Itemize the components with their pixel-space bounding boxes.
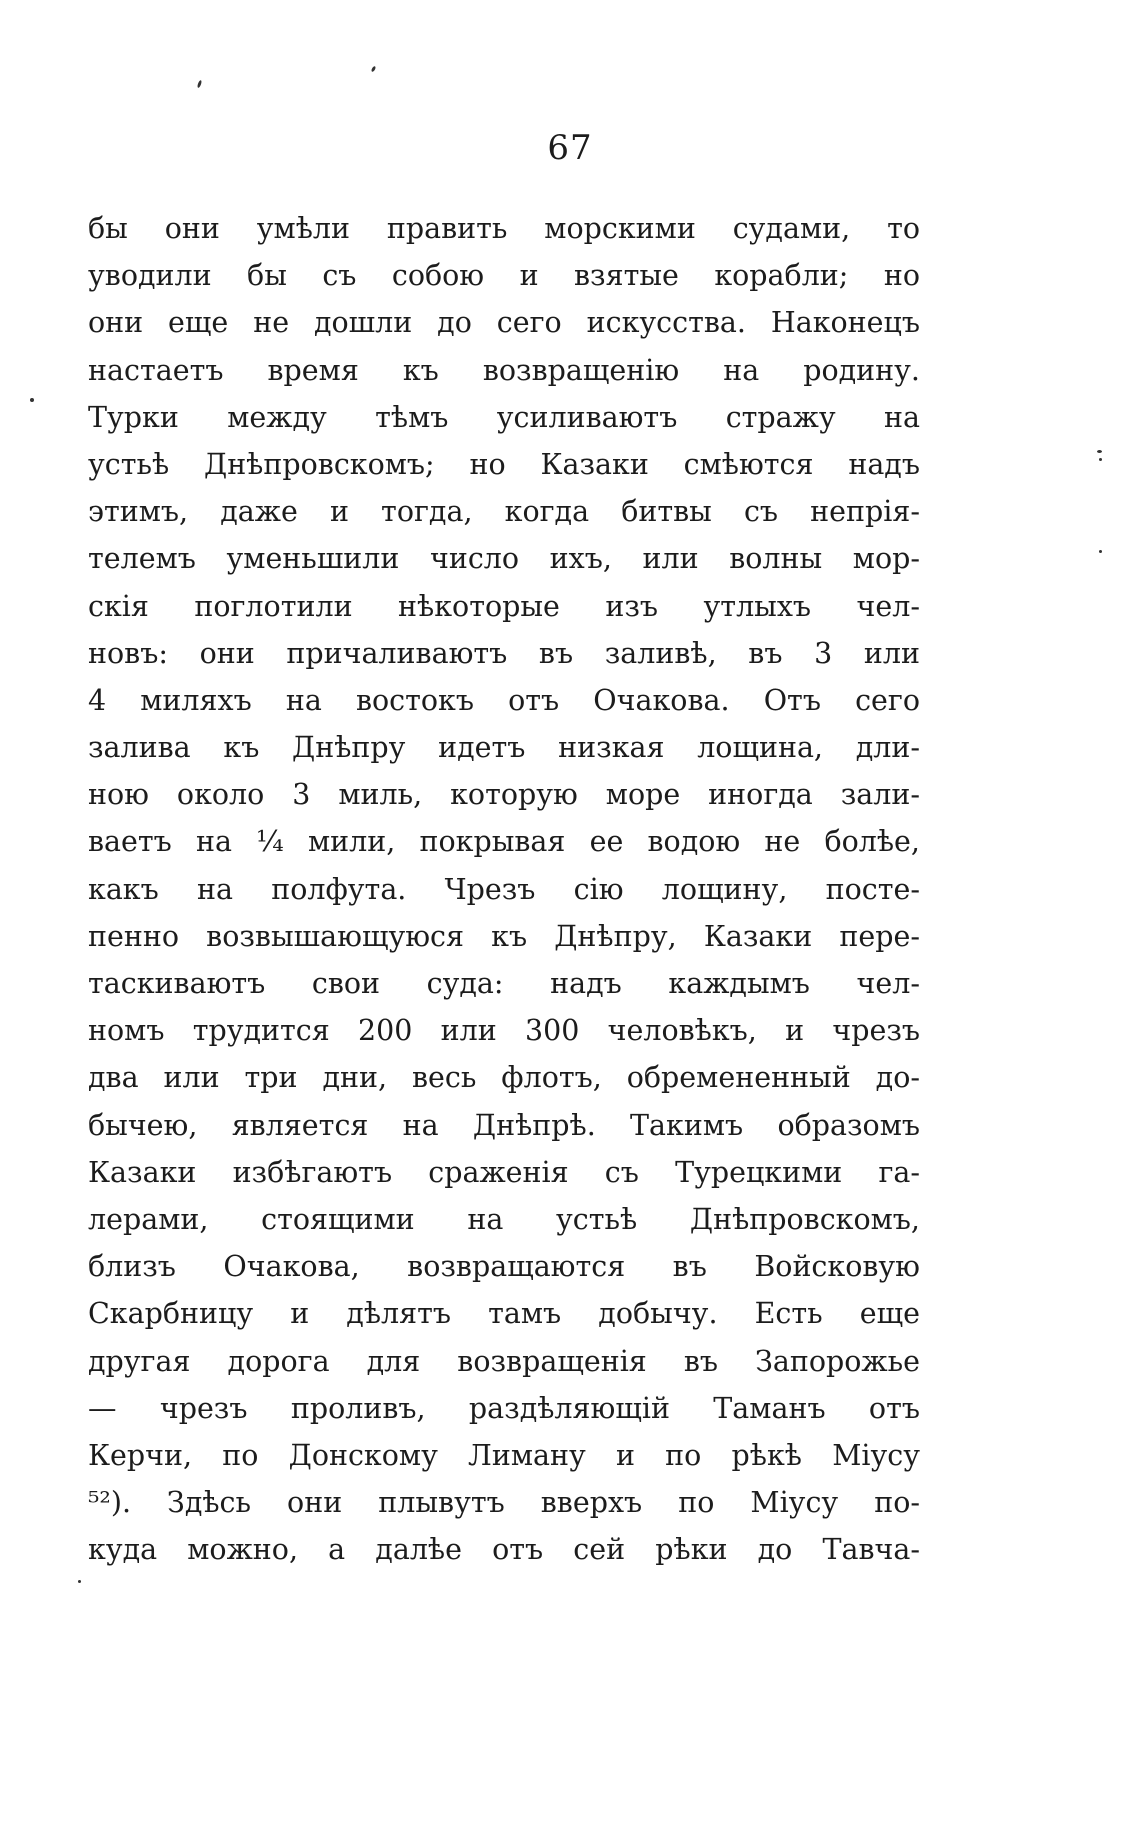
text-line: Турки между тѣмъ усиливаютъ стражу на [88, 400, 920, 434]
text-line: Керчи, по Донскому Лиману и по рѣкѣ Міусу [88, 1438, 920, 1472]
text-line: ною около 3 миль, которую море иногда зали- [88, 778, 920, 812]
text-line: Скарбницу и дѣлятъ тамъ добычу. Есть еще [88, 1297, 920, 1331]
text-line: уводили бы съ собою и взятые корабли; но [88, 259, 920, 293]
text-line: бы они умѣли править морскими судами, то [88, 212, 920, 245]
text-line: номъ трудится 200 или 300 человѣкъ, и чрезъ [88, 1014, 920, 1048]
text-line: они еще не дошли до сего искусства. Наконецъ [88, 306, 920, 340]
print-speck [197, 80, 203, 89]
text-line: 4 миляхъ на востокъ отъ Очакова. Отъ сего [88, 683, 920, 717]
text-line: залива къ Днѣпру идетъ низкая лощина, дли- [88, 731, 920, 765]
text-line: пенно возвышающуюся къ Днѣпру, Казаки пере- [88, 919, 920, 953]
print-speck [1099, 458, 1102, 461]
print-speck [371, 66, 377, 73]
text-line: скія поглотили нѣкоторые изъ утлыхъ чел- [88, 589, 920, 623]
print-speck [78, 1580, 81, 1583]
text-line: настаетъ время къ возвращенію на родину. [88, 353, 920, 387]
text-line: устьѣ Днѣпровскомъ; но Казаки смѣются надъ [88, 447, 920, 481]
text-line: — чрезъ проливъ, раздѣляющій Таманъ отъ [88, 1391, 920, 1425]
text-line: куда можно, а далѣе отъ сей рѣки до Тавча- [88, 1533, 920, 1567]
text-line: телемъ уменьшили число ихъ, или волны мор- [88, 542, 920, 576]
text-line: бычею, является на Днѣпрѣ. Такимъ образомъ [88, 1108, 920, 1142]
print-speck [30, 398, 34, 402]
text-line: Казаки избѣгаютъ сраженія съ Турецкими га- [88, 1155, 920, 1189]
body-text [88, 205, 920, 1573]
text-line: таскиваютъ свои суда: надъ каждымъ чел- [88, 967, 920, 1000]
text-line: близъ Очакова, возвращаются въ Войсковую [88, 1250, 920, 1284]
text-line: какъ на полфута. Чрезъ сію лощину, посте- [88, 872, 920, 906]
text-line: ваетъ на ¼ мили, покрывая ее водою не болѣе, [88, 825, 920, 859]
print-speck [1099, 550, 1102, 553]
print-speck [1097, 450, 1102, 453]
text-line: лерами, стоящими на устьѣ Днѣпровскомъ, [88, 1202, 920, 1236]
text-line: ⁵²). Здѣсь они плывутъ вверхъ по Міусу по- [88, 1486, 920, 1520]
text-line: другая дорога для возвращенія въ Запорожье [88, 1344, 920, 1378]
text-line: новъ: они причаливаютъ въ заливѣ, въ 3 или [88, 636, 920, 670]
page-number: 67 [547, 128, 593, 168]
text-line: этимъ, даже и тогда, когда битвы съ непрія- [88, 495, 920, 529]
text-line: два или три дни, весь флотъ, обремененный до- [88, 1061, 920, 1095]
